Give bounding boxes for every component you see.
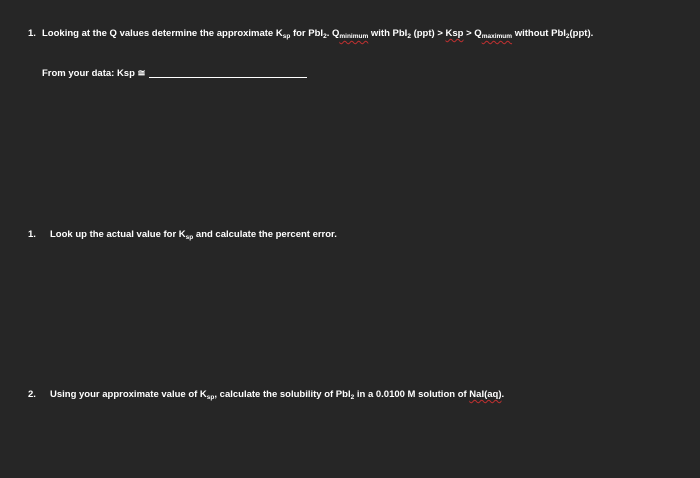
- spellcheck-word: maximum: [481, 33, 513, 40]
- spellcheck-word: minimum: [339, 33, 369, 40]
- answer-blank[interactable]: [149, 68, 307, 78]
- question-number: 1.: [28, 229, 36, 240]
- question-text: Looking at the Q values determine the approximate K: [42, 28, 283, 39]
- question-2: 1. Look up the actual value for $K_{sp}$ and calculate the percent error.: [28, 229, 337, 241]
- spellcheck-word: NaI(aq): [469, 389, 502, 400]
- question-text: Look up the actual value for K: [50, 229, 186, 240]
- question-text: Using your approximate value of K: [50, 389, 207, 400]
- question-number: 2.: [28, 389, 36, 400]
- question-1: 1. Looking at the Q values determine the approximate $K_{sp}$ for PbI$_2$. $Q_{minimum}$ with PbI$_2$ (ppt) > Ksp > $Q_{maximum}$ without PbI$_2$(ppt).: [28, 28, 594, 40]
- data-label: From your data: Ksp ≅: [42, 68, 146, 79]
- data-answer-line: [42, 68, 307, 79]
- question-3: 2. Using your approximate value of $K_{sp}$, calculate the solubility of PbI$_2$ in a 0.0100 M solution of NaI(aq).: [28, 389, 505, 401]
- spellcheck-word: Ksp: [445, 28, 464, 39]
- question-number: 1.: [28, 28, 36, 39]
